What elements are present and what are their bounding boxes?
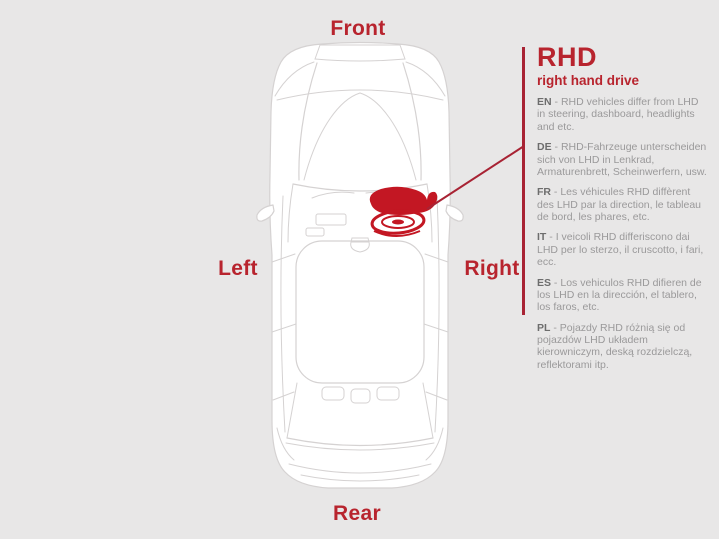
lang-separator: - bbox=[551, 186, 561, 199]
direction-label-rear: Rear bbox=[333, 502, 381, 525]
lang-text: RHD vehicles differ from LHD in steering, dashboard, headlights and etc. bbox=[537, 96, 699, 133]
steering-wheel-hub bbox=[392, 220, 404, 225]
lang-code: ES bbox=[537, 276, 552, 289]
lang-text: Les véhicules RHD diffèrent des LHD par la direction, le tableau de bord, les phares, etc. bbox=[537, 186, 702, 223]
lang-section-de bbox=[537, 141, 707, 178]
direction-label-front: Front bbox=[330, 17, 386, 40]
panel-subtitle: right hand drive bbox=[537, 73, 640, 88]
lang-code: DE bbox=[537, 141, 552, 154]
lang-section-fr bbox=[537, 186, 707, 223]
lang-separator: - bbox=[551, 276, 561, 289]
roof-panel bbox=[296, 241, 424, 383]
direction-label-right: Right bbox=[464, 257, 520, 280]
lang-code: FR bbox=[537, 186, 551, 199]
lang-section-pl bbox=[537, 322, 707, 372]
lang-text: Los vehiculos RHD difieren de los LHD en la dirección, el tablero, los faros, etc. bbox=[537, 276, 702, 314]
lang-section-en bbox=[537, 96, 707, 133]
lang-section-es bbox=[537, 277, 707, 314]
lang-text: Pojazdy RHD różnią się od pojazdów LHD układem kierowniczym, deską rozdzielczą, reflektorami itp. bbox=[537, 321, 693, 371]
rhd-info-panel bbox=[537, 44, 707, 371]
lang-separator: - bbox=[546, 231, 556, 244]
panel-accent-bar bbox=[522, 47, 525, 315]
lang-separator: - bbox=[551, 141, 561, 154]
panel-title: RHD bbox=[537, 42, 597, 72]
lang-code: IT bbox=[537, 231, 547, 244]
lang-code: PL bbox=[537, 321, 551, 334]
lang-separator: - bbox=[550, 321, 560, 334]
direction-label-left: Left bbox=[218, 257, 258, 280]
lang-code: EN bbox=[537, 96, 552, 108]
lang-section-it bbox=[537, 231, 707, 268]
lang-text: I veicoli RHD differiscono dai LHD per lo sterzo, il cruscotto, i fari, ecc. bbox=[537, 231, 704, 269]
lang-text: RHD-Fahrzeuge unterscheiden sich von LHD in Lenkrad, Armaturenbrett, Scheinwerfern, usw. bbox=[537, 141, 707, 178]
lang-separator: - bbox=[551, 96, 561, 108]
